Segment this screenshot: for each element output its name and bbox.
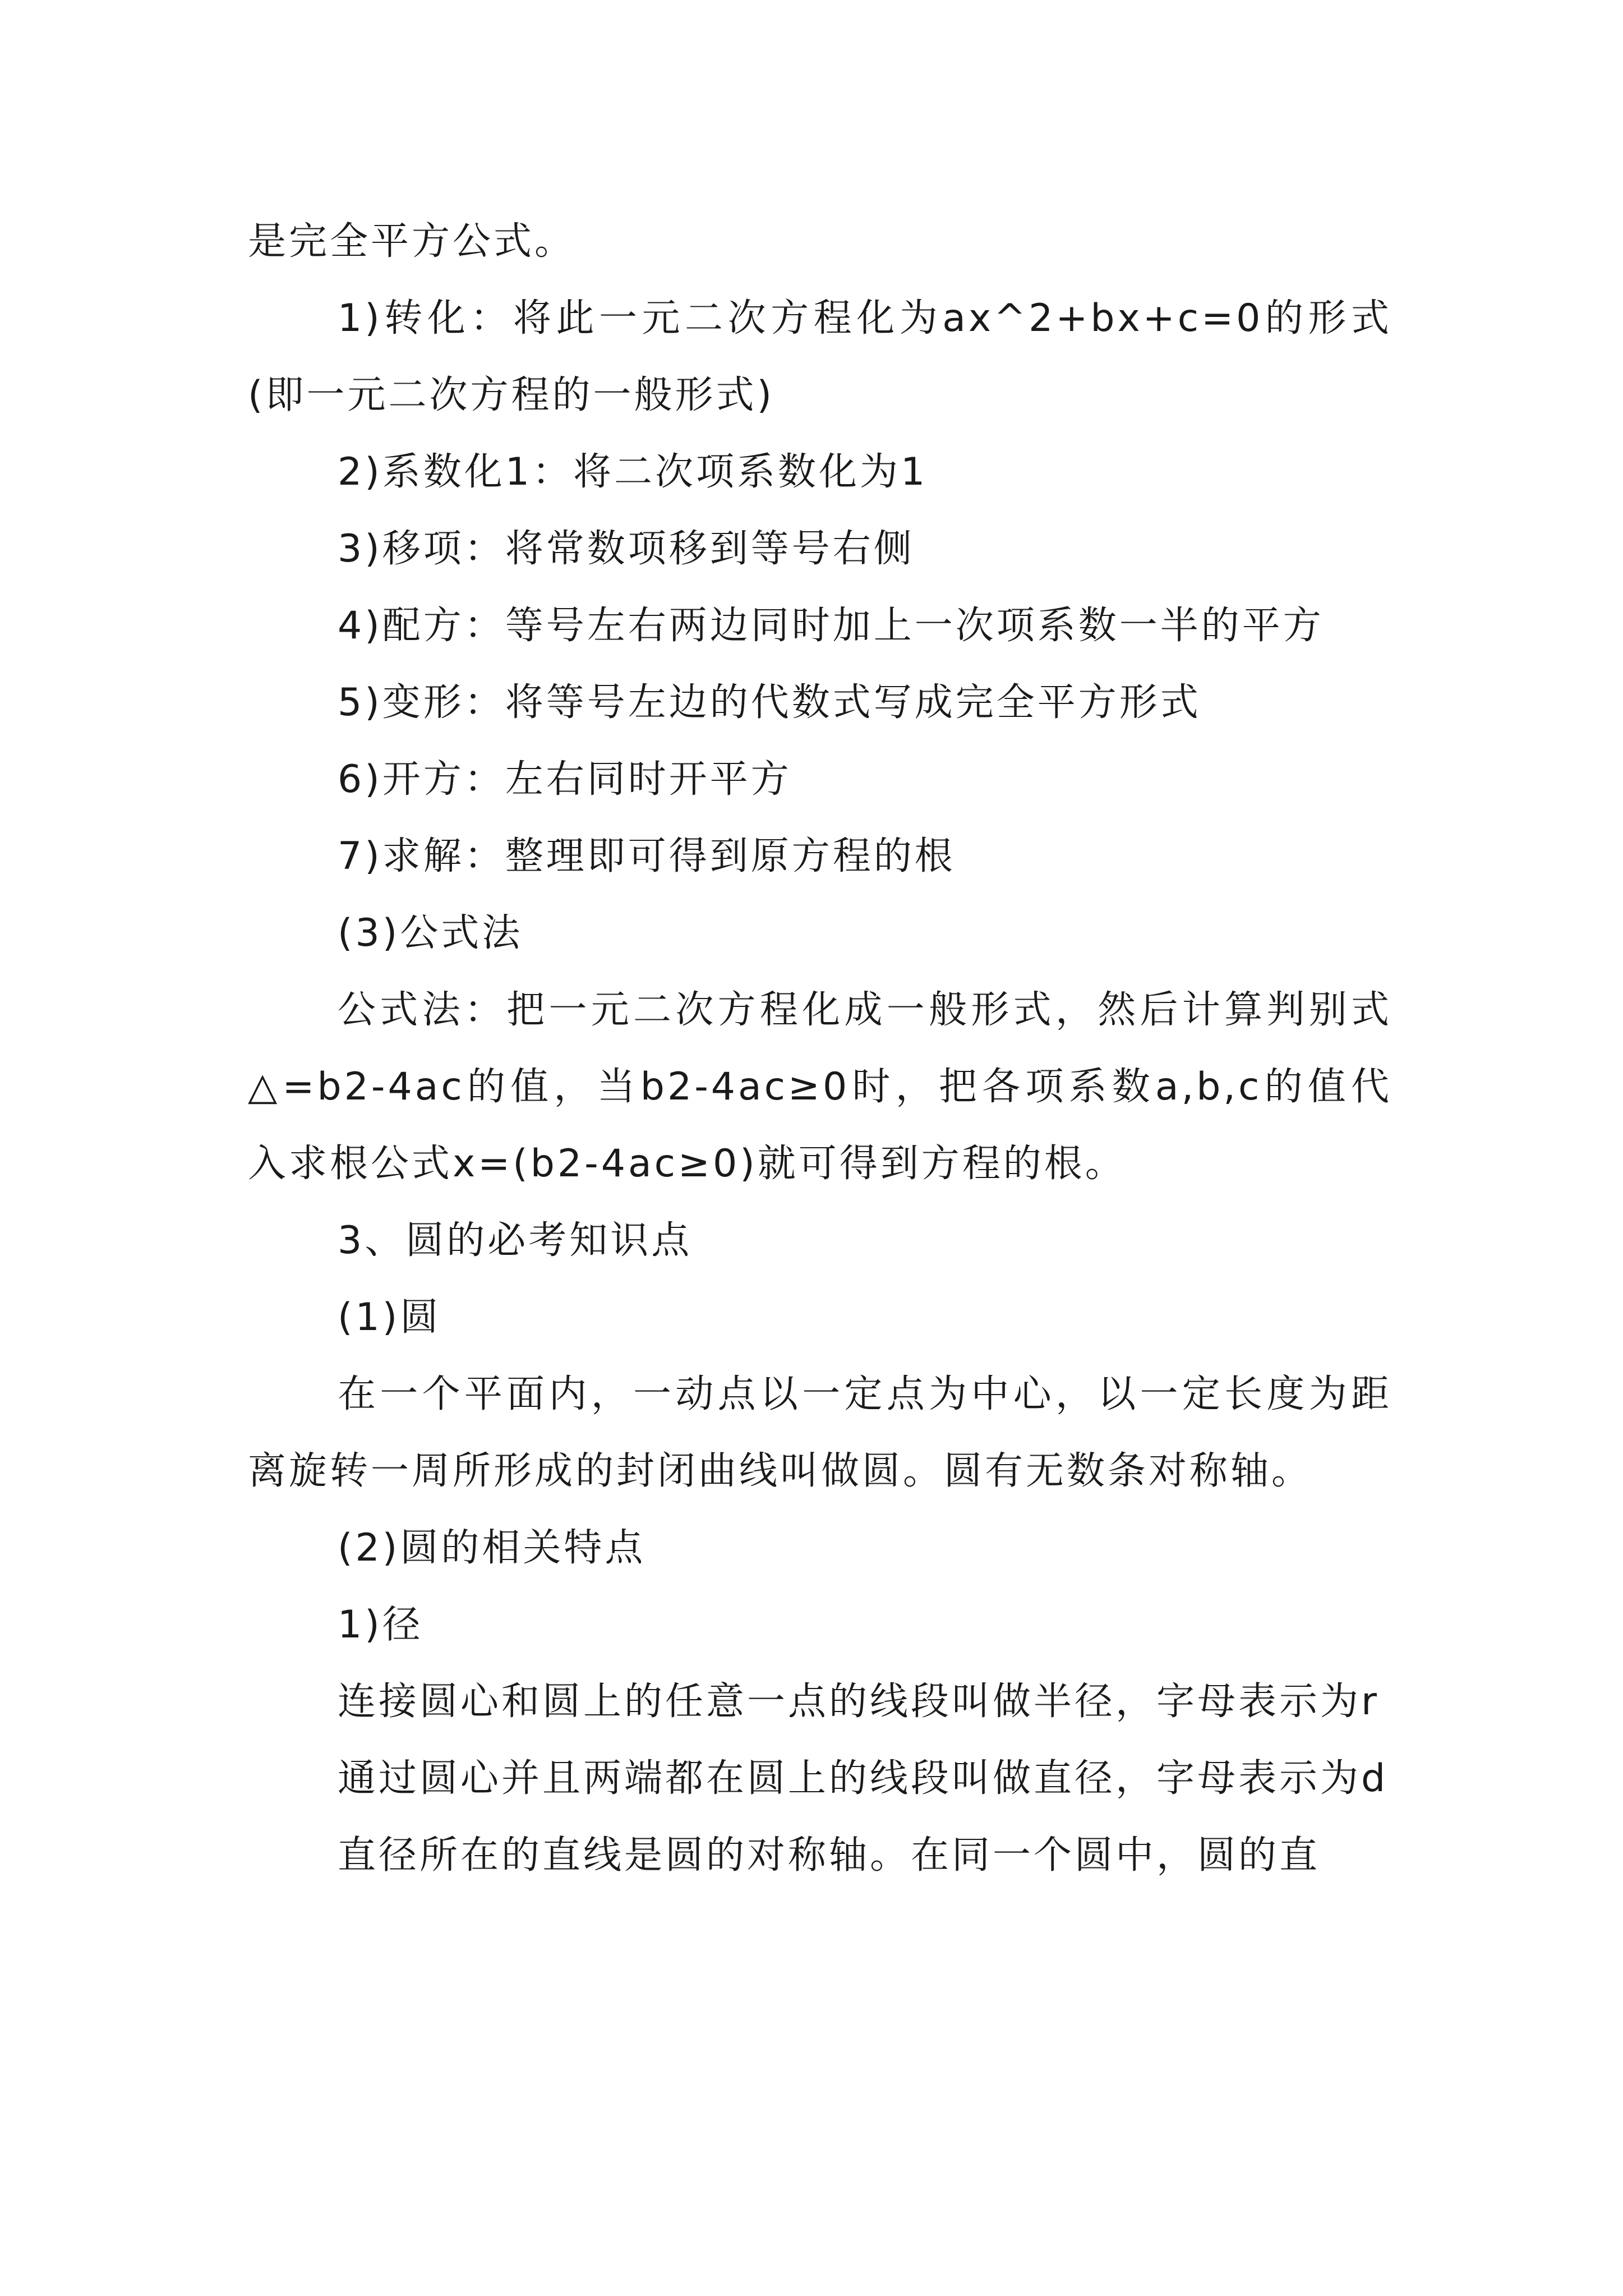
paragraph-9: (3)公式法 xyxy=(338,911,523,955)
paragraph-10: 公式法：把一元二次方程化成一般形式，然后计算判别式△=b2-4ac的值，当b2-4ac≥0时，把各项系数a,b,c的值代入求根公式x=(b2-4ac≥0)就可得到方程的根。 xyxy=(248,988,1392,1186)
paragraph-6: 5)变形：将等号左边的代数式写成完全平方形式 xyxy=(338,680,1201,725)
paragraph-4: 3)移项：将常数项移到等号右侧 xyxy=(338,527,915,571)
paragraph-1: 是完全平方公式。 xyxy=(248,219,576,264)
paragraph-12: (1)圆 xyxy=(338,1295,441,1340)
paragraph-8: 7)求解：整理即可得到原方程的根 xyxy=(338,834,956,878)
paragraph-5: 4)配方：等号左右两边同时加上一次项系数一半的平方 xyxy=(338,604,1324,648)
paragraph-11: 3、圆的必考知识点 xyxy=(338,1218,693,1263)
paragraph-17: 通过圆心并且两端都在圆上的线段叫做直径，字母表示为d xyxy=(338,1756,1389,1801)
paragraph-7: 6)开方：左右同时开平方 xyxy=(338,757,792,802)
paragraph-18: 直径所在的直线是圆的对称轴。在同一个圆中，圆的直 xyxy=(338,1833,1321,1878)
paragraph-16: 连接圆心和圆上的任意一点的线段叫做半径，字母表示为r xyxy=(338,1680,1380,1724)
paragraph-15: 1)径 xyxy=(338,1603,423,1647)
paragraph-14: (2)圆的相关特点 xyxy=(338,1526,646,1570)
paragraph-13: 在一个平面内，一动点以一定点为中心，以一定长度为距离旋转一周所形成的封闭曲线叫做圆。圆有无数条对称轴。 xyxy=(248,1372,1392,1493)
paragraph-2: 1)转化：将此一元二次方程化为ax^2+bx+c=0的形式(即一元二次方程的一般形式) xyxy=(248,296,1392,417)
document-body xyxy=(248,203,1392,1894)
paragraph-3: 2)系数化1：将二次项系数化为1 xyxy=(338,450,928,494)
